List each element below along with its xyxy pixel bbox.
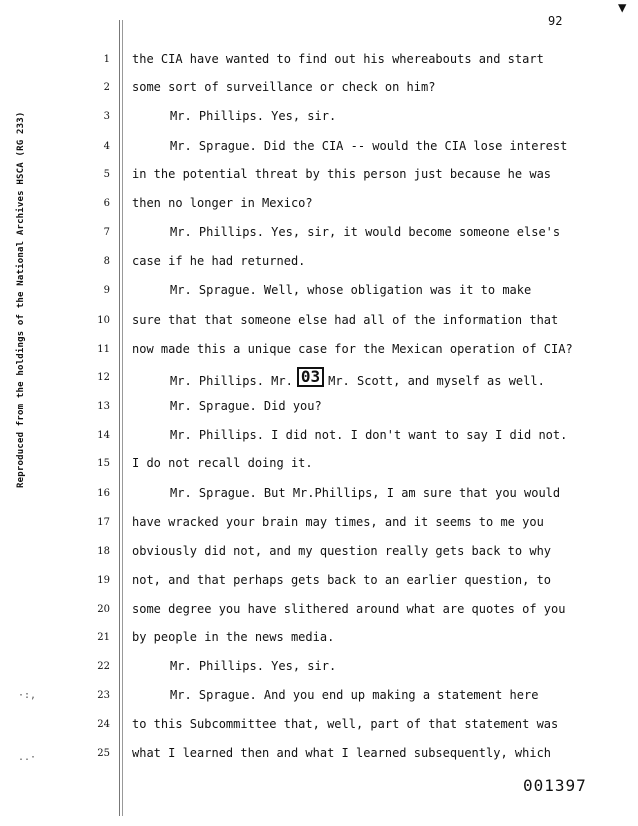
transcript-line (0, 225, 638, 243)
transcript-line (0, 109, 638, 127)
transcript-line (0, 367, 638, 388)
line-text-post: Mr. Scott, and myself as well. (328, 374, 545, 388)
transcript-line (0, 717, 638, 735)
line-number: 10 (97, 315, 110, 326)
line-number: 6 (103, 198, 110, 209)
line-number: 14 (97, 430, 110, 441)
line-number: 4 (103, 141, 110, 152)
transcript-line (0, 196, 638, 214)
line-text: Mr. Phillips. Yes, sir, it would become someone else's (170, 225, 561, 239)
transcript-line (0, 139, 638, 157)
line-number: 24 (97, 719, 110, 730)
line-text: not, and that perhaps gets back to an earlier question, to (132, 573, 552, 587)
transcript-line (0, 515, 638, 533)
line-number: 21 (97, 632, 110, 643)
line-number: 18 (97, 546, 110, 557)
line-text: sure that that someone else had all of the information that (132, 313, 559, 327)
line-number: 12 (97, 372, 110, 383)
line-text: Mr. Sprague. And you end up making a statement here (170, 688, 539, 702)
page-number: 92 (548, 14, 563, 28)
line-text: some sort of surveillance or check on him? (132, 80, 436, 94)
line-number: 22 (97, 661, 110, 672)
line-text: then no longer in Mexico? (132, 196, 313, 210)
line-text: Mr. Phillips. Yes, sir. (170, 109, 337, 123)
margin-mark: ..· (18, 752, 37, 763)
line-number: 8 (103, 256, 110, 267)
transcript-line (0, 399, 638, 417)
line-text: Mr. Sprague. But Mr.Phillips, I am sure that you would (170, 486, 561, 500)
document-id: 001397 (523, 776, 587, 795)
line-text: in the potential threat by this person just because he was (132, 167, 552, 181)
transcript-line (0, 313, 638, 331)
line-text: have wracked your brain may times, and it seems to me you (132, 515, 544, 529)
line-text: case if he had returned. (132, 254, 306, 268)
transcript-line (0, 167, 638, 185)
line-text-pre: Mr. Phillips. Mr. (170, 374, 293, 388)
line-number: 20 (97, 604, 110, 615)
corner-mark: ▼ (618, 0, 627, 16)
transcript-line (0, 602, 638, 620)
line-number: 7 (103, 227, 110, 238)
transcript-line (0, 342, 638, 360)
line-number: 23 (97, 690, 110, 701)
line-text (170, 367, 545, 390)
line-text: some degree you have slithered around what are quotes of you (132, 602, 566, 616)
line-number: 19 (97, 575, 110, 586)
transcript-line (0, 544, 638, 562)
transcript-line (0, 746, 638, 764)
line-number: 25 (97, 748, 110, 759)
transcript-line (0, 688, 638, 706)
line-number: 15 (97, 458, 110, 469)
transcript-line (0, 52, 638, 70)
redaction-code: 03 (297, 367, 324, 387)
line-text: Mr. Sprague. Did you? (170, 399, 322, 413)
transcript-line (0, 254, 638, 272)
line-number: 1 (103, 54, 110, 65)
line-text: Mr. Sprague. Did the CIA -- would the CIA lose interest (170, 139, 568, 153)
line-number: 3 (103, 111, 110, 122)
margin-mark: ·:, (18, 690, 37, 701)
line-number: 9 (103, 285, 110, 296)
line-text: obviously did not, and my question really gets back to why (132, 544, 552, 558)
line-number: 11 (97, 344, 110, 355)
line-text: Mr. Phillips. Yes, sir. (170, 659, 337, 673)
archive-side-note: Reproduced from the holdings of the National Archives HSCA (RG 233) (16, 111, 26, 488)
line-number: 13 (97, 401, 110, 412)
line-number: 16 (97, 488, 110, 499)
line-text: I do not recall doing it. (132, 456, 313, 470)
transcript-line (0, 80, 638, 98)
line-text: Mr. Sprague. Well, whose obligation was it to make (170, 283, 532, 297)
transcript-line (0, 659, 638, 677)
line-number: 2 (103, 82, 110, 93)
transcript-line (0, 630, 638, 648)
line-number: 17 (97, 517, 110, 528)
line-text: Mr. Phillips. I did not. I don't want to say I did not. (170, 428, 568, 442)
transcript-line (0, 428, 638, 446)
line-text: now made this a unique case for the Mexican operation of CIA? (132, 342, 573, 356)
line-text: the CIA have wanted to find out his whereabouts and start (132, 52, 544, 66)
transcript-line (0, 456, 638, 474)
transcript-line (0, 283, 638, 301)
line-text: what I learned then and what I learned subsequently, which (132, 746, 552, 760)
line-number: 5 (103, 169, 110, 180)
line-text: to this Subcommittee that, well, part of that statement was (132, 717, 559, 731)
transcript-line (0, 486, 638, 504)
transcript-line (0, 573, 638, 591)
line-text: by people in the news media. (132, 630, 335, 644)
